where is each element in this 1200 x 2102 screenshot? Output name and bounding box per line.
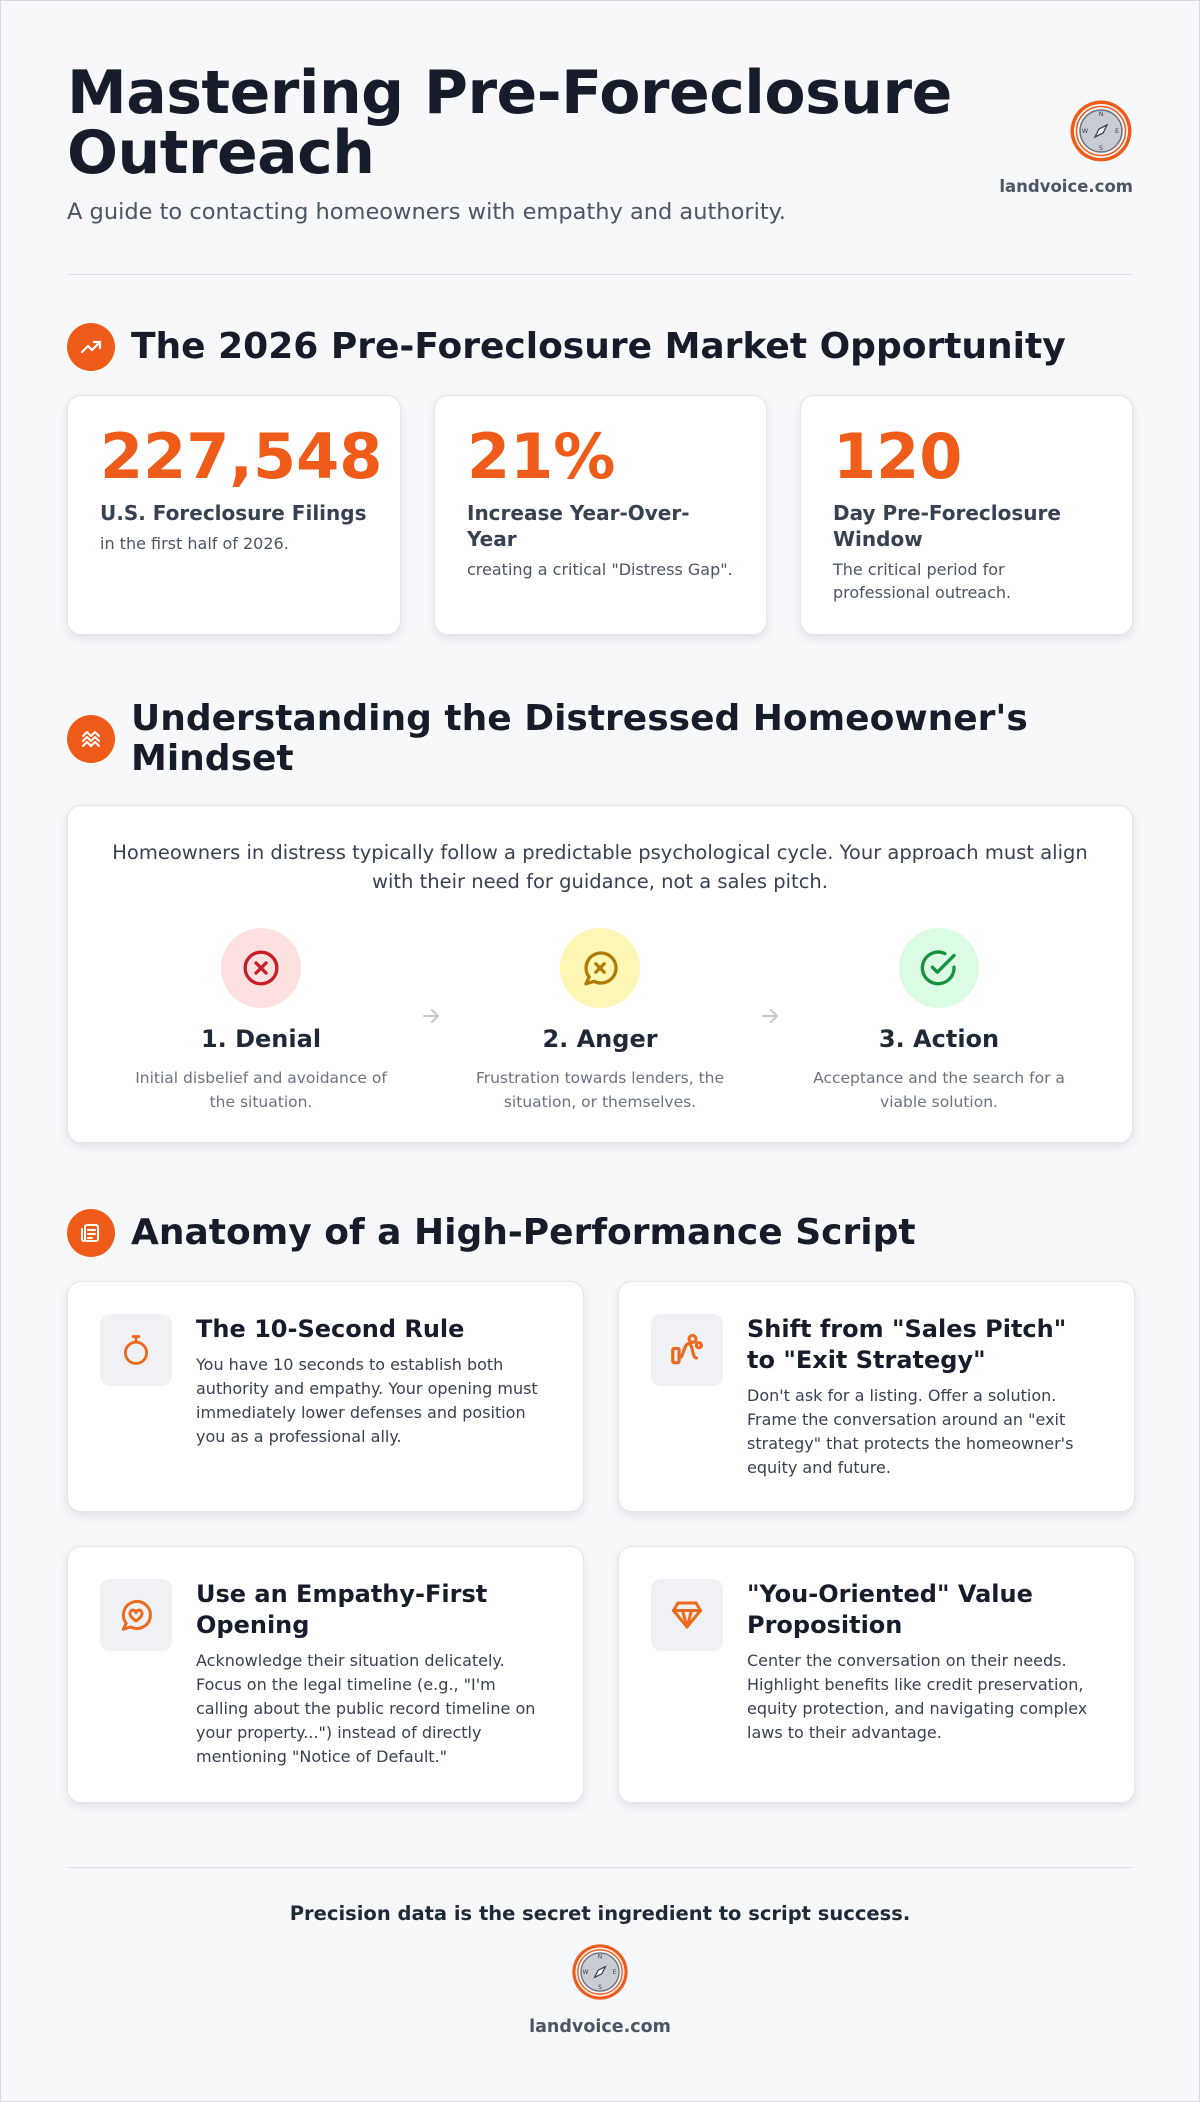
brand-domain[interactable]: landvoice.com [999, 177, 1133, 196]
page-title: Mastering Pre-Foreclosure Outreach [67, 58, 952, 188]
svg-text:E: E [1114, 127, 1120, 135]
stage-title: 3. Action [878, 1025, 1000, 1053]
script-icon [67, 1209, 115, 1257]
compass-logo-icon [1069, 99, 1133, 167]
brand-block [993, 99, 1133, 196]
tip-description: Don't ask for a listing. Offer a solution. Frame the conversation around an "exit strategy" that protects the homeowner's equity and future. [747, 1386, 1074, 1477]
svg-text:W: W [1081, 127, 1089, 135]
tip-title: The 10-Second Rule [196, 1315, 465, 1343]
compass-logo-icon [571, 1943, 629, 2005]
stage-description: Initial disbelief and avoidance of the situation. [135, 1069, 387, 1111]
x-message-circle-icon [560, 928, 640, 1008]
mindset-section-header [67, 699, 1133, 779]
market-section-header [67, 323, 1133, 371]
timer-icon [100, 1314, 172, 1386]
check-circle-icon [899, 928, 979, 1008]
trending-up-icon [67, 323, 115, 371]
svg-text:N: N [1098, 110, 1104, 118]
tip-content [196, 1314, 551, 1479]
waves-icon [67, 715, 115, 763]
market-section-title: The 2026 Pre-Foreclosure Market Opportunity [131, 326, 1066, 367]
footer [67, 1867, 1133, 2037]
script-section-title: Anatomy of a High-Performance Script [131, 1212, 916, 1253]
stage-description: Acceptance and the search for a viable solution. [813, 1069, 1065, 1111]
tip-content [196, 1579, 551, 1770]
stat-value: 21% [467, 420, 616, 493]
svg-text:W: W [582, 1969, 589, 1976]
stat-card [67, 395, 401, 635]
svg-text:S: S [1098, 144, 1104, 152]
header [67, 1, 1133, 275]
stage-row [100, 928, 1100, 1114]
stage-title: 1. Denial [200, 1025, 322, 1053]
tip-card [67, 1546, 584, 1803]
script-section [67, 1209, 1133, 1803]
stage-denial [126, 928, 396, 1114]
stat-value: 120 [833, 420, 963, 493]
stat-cards [67, 395, 1133, 635]
stat-label: Day Pre-Foreclosure Window [833, 501, 1061, 551]
tip-card [618, 1546, 1135, 1803]
svg-text:N: N [597, 1954, 603, 1961]
x-circle-icon [221, 928, 301, 1008]
mindset-card [67, 805, 1133, 1143]
tip-grid [67, 1281, 1133, 1803]
gem-icon [651, 1579, 723, 1651]
tip-description: Acknowledge their situation delicately. Focus on the legal timeline (e.g., "I'm calling about the public record timeline on your property...") instead of directly mentioning "Notice of Default." [196, 1651, 536, 1766]
tip-description: You have 10 seconds to establish both authority and empathy. Your opening must immediately lower defenses and position you as a professional ally. [196, 1355, 538, 1446]
stat-label: Increase Year-Over-Year [467, 501, 690, 551]
tip-title: "You-Oriented" Value Proposition [747, 1580, 1033, 1639]
stage-action [804, 928, 1074, 1114]
svg-text:S: S [598, 1985, 602, 1992]
tip-card [618, 1281, 1135, 1512]
heart-message-icon [100, 1579, 172, 1651]
footer-brand-domain[interactable]: landvoice.com [529, 2017, 671, 2037]
stat-card [434, 395, 767, 635]
arrow-right-icon [416, 1004, 446, 1032]
footer-tagline: Precision data is the secret ingredient to script success. [289, 1902, 911, 1925]
mindset-section [67, 699, 1133, 1143]
tip-description: Center the conversation on their needs. Highlight benefits like credit preservation, equity protection, and navigating complex laws to their advantage. [747, 1651, 1088, 1742]
stat-description: creating a critical "Distress Gap". [467, 560, 733, 579]
stat-label: U.S. Foreclosure Filings [100, 501, 367, 525]
stat-card [800, 395, 1133, 635]
arrow-right-icon [755, 1004, 785, 1032]
mindset-intro: Homeowners in distress typically follow a predictable psychological cycle. Your approach must align with their need for guidance, not a sales pitch. [112, 841, 1088, 893]
stat-description: The critical period for professional outreach. [833, 560, 1012, 602]
market-section [67, 323, 1133, 635]
tip-title: Use an Empathy-First Opening [196, 1580, 488, 1639]
page-subtitle: A guide to contacting homeowners with empathy and authority. [67, 199, 786, 225]
stage-description: Frustration towards lenders, the situation, or themselves. [475, 1069, 725, 1111]
mindset-section-title: Understanding the Distressed Homeowner's Mindset [131, 698, 1028, 779]
stage-title: 2. Anger [542, 1025, 658, 1053]
route-icon [651, 1314, 723, 1386]
tip-card [67, 1281, 584, 1512]
stat-description: in the first half of 2026. [100, 534, 289, 553]
stage-anger [465, 928, 735, 1114]
stat-value: 227,548 [100, 420, 383, 493]
tip-content [747, 1314, 1102, 1479]
script-section-header [67, 1209, 1133, 1257]
svg-text:E: E [612, 1969, 617, 1976]
tip-title: Shift from "Sales Pitch" to "Exit Strategy" [747, 1315, 1067, 1374]
tip-content [747, 1579, 1102, 1770]
